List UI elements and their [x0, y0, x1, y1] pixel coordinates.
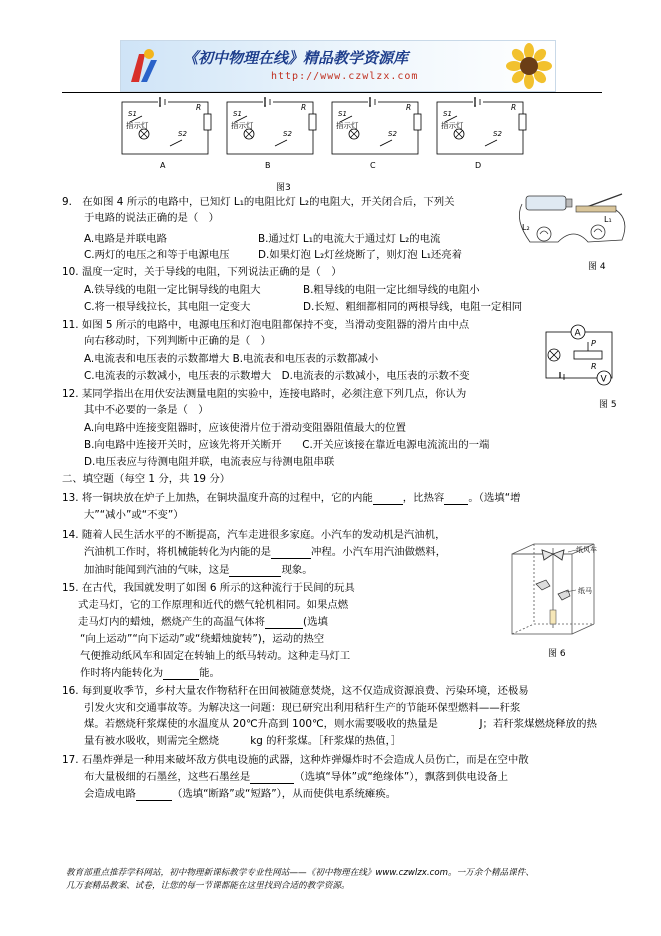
- q15-line3: [78, 615, 328, 629]
- resistor-icon: [519, 114, 526, 130]
- switch-s2-label: S2: [178, 130, 187, 138]
- resistor-label: R: [511, 103, 517, 112]
- q17-line3: [84, 787, 396, 801]
- q10-stem: 10. 温度一定时，关于导线的电阻，下列说法正确的是（ ）: [62, 266, 342, 278]
- circuit-letter: A: [160, 161, 166, 170]
- circuit-a: [122, 97, 211, 170]
- rheostat-label: R: [591, 362, 597, 371]
- q15-text-a: 走马灯内的蜡烛，燃烧产生的高温气体将: [78, 616, 266, 628]
- resistor-icon: [414, 114, 421, 130]
- q15-text-c: 作时将内能转化为: [80, 667, 164, 679]
- q13-line1: [62, 491, 520, 505]
- site-title: 《初中物理在线》精品教学资源库: [183, 49, 409, 67]
- q9-option-c: C.两灯的电压之和等于电源电压: [84, 249, 230, 261]
- label-l2: L₂: [522, 223, 530, 232]
- q16-line4: 量有被水吸收，则需完全燃烧 kg 的秆浆煤。［秆浆煤的热值，］: [84, 735, 402, 747]
- q13-text-b: ，比热容: [402, 492, 445, 504]
- section-2-heading: 二、填空题（每空 1 分，共 19 分）: [62, 473, 231, 485]
- resistor-label: R: [406, 103, 412, 112]
- switch-s1-label: S1: [128, 110, 137, 118]
- candle-icon: [550, 610, 556, 624]
- q14-blank-1[interactable]: [271, 546, 311, 559]
- figure-6-caption: 图 6: [548, 649, 566, 659]
- q13-text-c: 。（选填“增: [468, 492, 521, 504]
- figure-4-caption: 图 4: [588, 262, 606, 272]
- q15-text-b: (选填: [303, 616, 328, 628]
- footer-line2: 几万套精品教案、试卷，让您的每一节课都能在这里找到合适的教学资源。: [66, 881, 350, 891]
- switch-s1-label: S1: [233, 110, 242, 118]
- resistor-label: R: [196, 103, 202, 112]
- figure-3-circuits: [120, 96, 540, 176]
- voltmeter-label: V: [600, 374, 607, 385]
- q12-stem-line2: 其中不必要的一条是（ ）: [84, 404, 209, 416]
- q14-line2: [84, 545, 446, 559]
- switch-s2-label: S2: [388, 130, 397, 138]
- switch-s2-label: S2: [283, 130, 292, 138]
- label-paper-horse: 纸马: [578, 587, 592, 595]
- site-url[interactable]: http://www.czwlzx.com: [271, 71, 419, 82]
- figure-3: [120, 96, 540, 176]
- q12-stem-line1: 12. 某同学指出在用伏安法测量电阻的实验中，连接电路时，必须注意下列几点，你认为: [62, 388, 467, 400]
- q11-option-ab: A.电流表和电压表的示数都增大 B.电流表和电压表的示数都减小: [84, 353, 379, 365]
- indicator-lamp-label: 指示灯: [126, 121, 149, 130]
- q15-line5: 气便推动纸风车和固定在转轴上的纸马转动。这种走马灯工: [80, 650, 351, 662]
- figure-4-circuit: [512, 190, 632, 252]
- indicator-lamp-label: 指示灯: [336, 121, 359, 130]
- q14-text-c: 加油时能闻到汽油的气味，这是: [84, 564, 230, 576]
- switch-s2-icon: [380, 140, 392, 146]
- q13-blank-2[interactable]: [444, 492, 468, 505]
- q12-option-d: D.电压表应与待测电阻并联，电流表应与待测电阻串联: [84, 456, 335, 468]
- slider-label: P: [591, 339, 596, 348]
- indicator-lamp-label: 指示灯: [441, 121, 464, 130]
- q11-option-cd: C.电流表的示数减小，电压表的示数增大 D.电流表的示数减小，电压表的示数不变: [84, 370, 470, 382]
- q15-line4: “向上运动”“向下运动”或“绕蜡烛旋转”)，运动的热空: [80, 633, 325, 645]
- label-l1: L₁: [604, 215, 612, 224]
- q10-option-a: A.铁导线的电阻一定比铜导线的电阻大: [84, 284, 261, 296]
- circuit-letter: D: [475, 161, 482, 170]
- header-divider: [62, 92, 602, 93]
- switch-s2-label: S2: [493, 130, 502, 138]
- q9-option-d: D.如果灯泡 L₂灯丝烧断了，则灯泡 L₁还亮着: [258, 249, 463, 261]
- indicator-lamp-label: 指示灯: [231, 121, 254, 130]
- lamp-l2-icon: [537, 227, 551, 241]
- circuit-b: [227, 97, 316, 170]
- q13-blank-1[interactable]: [373, 492, 403, 505]
- q11-stem-line1: 11. 如图 5 所示的电路中，电源电压和灯泡电阻都保持不变，当滑动变阻器的滑片由中点: [62, 319, 470, 331]
- switch-s1-label: S1: [443, 110, 452, 118]
- q17-line2: [84, 770, 508, 784]
- q14-text-d: 现象。: [281, 564, 313, 576]
- q15-line6: [80, 666, 220, 680]
- q10-option-c: C.将一根导线拉长，其电阻一定变大: [84, 301, 251, 313]
- q13-text-a: 13. 将一铜块放在炉子上加热，在铜块温度升高的过程中，它的内能: [62, 492, 373, 504]
- label-paper-fan: 纸风车: [576, 546, 597, 554]
- q13-line2: 大”“减小”或“不变”）: [84, 509, 184, 521]
- figure-6-lantern: [506, 540, 606, 644]
- q14-text-a: 汽油机工作时，将机械能转化为内能的是: [84, 546, 272, 558]
- circuit-c: [332, 97, 421, 170]
- q17-text-c: 会造成电路: [84, 788, 136, 800]
- figure-5-circuit: [538, 322, 624, 388]
- ammeter-label: A: [574, 328, 581, 339]
- q12-option-bc: B.向电路中连接开关时，应该先将开关断开 C.开关应该接在靠近电源电流流出的一端: [84, 439, 490, 451]
- q17-blank-2[interactable]: [136, 788, 172, 801]
- q15-text-d: 能。: [199, 667, 220, 679]
- q14-line3: [84, 563, 313, 577]
- q10-option-b: B.粗导线的电阻一定比细导线的电阻小: [303, 284, 480, 296]
- q14-blank-2[interactable]: [229, 564, 281, 577]
- circuit-letter: C: [370, 161, 376, 170]
- resistor-icon: [204, 114, 211, 130]
- q17-text-a: 布大量极细的石墨丝，这些石墨丝是: [84, 771, 251, 783]
- lamp-l1-icon: [591, 225, 605, 239]
- q17-text-b: （选填“导体”或“绝缘体”），飘落到供电设备上: [294, 771, 509, 783]
- switch-s2-icon: [170, 140, 182, 146]
- rheostat-icon: [574, 351, 602, 359]
- q16-line1: 16. 每到夏收季节，乡村大量农作物秸秆在田间被随意焚烧，这不仅造成资源浪费、污染环境，还极易: [62, 685, 529, 697]
- q16-line3: 煤。若燃烧秆浆煤使的水温度从 20℃升高到 100℃，则水需要吸收的热量是 J；若秆浆煤燃烧释放的热: [84, 718, 597, 730]
- figure-5-caption: 图 5: [599, 400, 617, 410]
- q16-line2: 引发火灾和交通事故等。为解决这一问题：现已研究出利用秸秆生产的节能环保型燃料——秆浆: [84, 702, 521, 714]
- site-logo-icon: [125, 46, 161, 86]
- header-banner: [120, 40, 556, 92]
- q15-blank-1[interactable]: [265, 616, 303, 629]
- q15-line1: 15. 在古代，我国就发明了如图 6 所示的这种流行于民间的玩具: [62, 582, 355, 594]
- resistor-icon: [309, 114, 316, 130]
- switch-s2-icon: [275, 140, 287, 146]
- battery-icon: [526, 196, 566, 210]
- q14-line1: 14. 随着人民生活水平的不断提高，汽车走进很多家庭。小汽车的发动机是汽油机，: [62, 529, 446, 541]
- q17-text-d: （选填“断路”或“短路”），从而使供电系统瘫痪。: [171, 788, 397, 800]
- q9-stem-line2: 于电路的说法正确的是（ ）: [84, 212, 220, 224]
- q14-text-b: 冲程。小汽车用汽油做燃料，: [311, 546, 447, 558]
- circuit-d: [437, 97, 526, 170]
- resistor-label: R: [301, 103, 307, 112]
- q9-option-b: B.通过灯 L₁的电流大于通过灯 L₂的电流: [258, 233, 441, 245]
- q10-option-d: D.长短、粗细都相同的两根导线，电阻一定相同: [303, 301, 523, 313]
- q17-blank-1[interactable]: [250, 771, 294, 784]
- figure-3-caption: 图3: [276, 183, 291, 193]
- sunflower-icon: [506, 43, 552, 89]
- q17-line1: 17. 石墨炸弹是一种用来破坏敌方供电设施的武器，这种炸弹爆炸时不会造成人员伤亡，而是在空中散: [62, 754, 529, 766]
- circuit-letter: B: [265, 161, 271, 170]
- q11-stem-line2: 向右移动时，下列判断中正确的是（ ）: [84, 335, 272, 347]
- footer-line1: 教育部重点推荐学科网站，初中物理新课标教学专业性网站——《初中物理在线》www.czwlzx.com。一万余个精品课件、: [66, 868, 534, 878]
- q15-blank-2[interactable]: [163, 667, 199, 680]
- q15-line2: 式走马灯，它的工作原理和近代的燃气轮机相同。如果点燃: [78, 599, 349, 611]
- q12-option-a: A.向电路中连接变阻器时，应该使滑片位于滑动变阻器阻值最大的位置: [84, 422, 406, 434]
- switch-s1-label: S1: [338, 110, 347, 118]
- switch-s2-icon: [485, 140, 497, 146]
- q9-stem-line1: 9. 在如图 4 所示的电路中，已知灯 L₁的电阻比灯 L₂的电阻大，开关闭合后，下列关: [62, 196, 455, 208]
- q9-option-a: A.电路是并联电路: [84, 233, 167, 245]
